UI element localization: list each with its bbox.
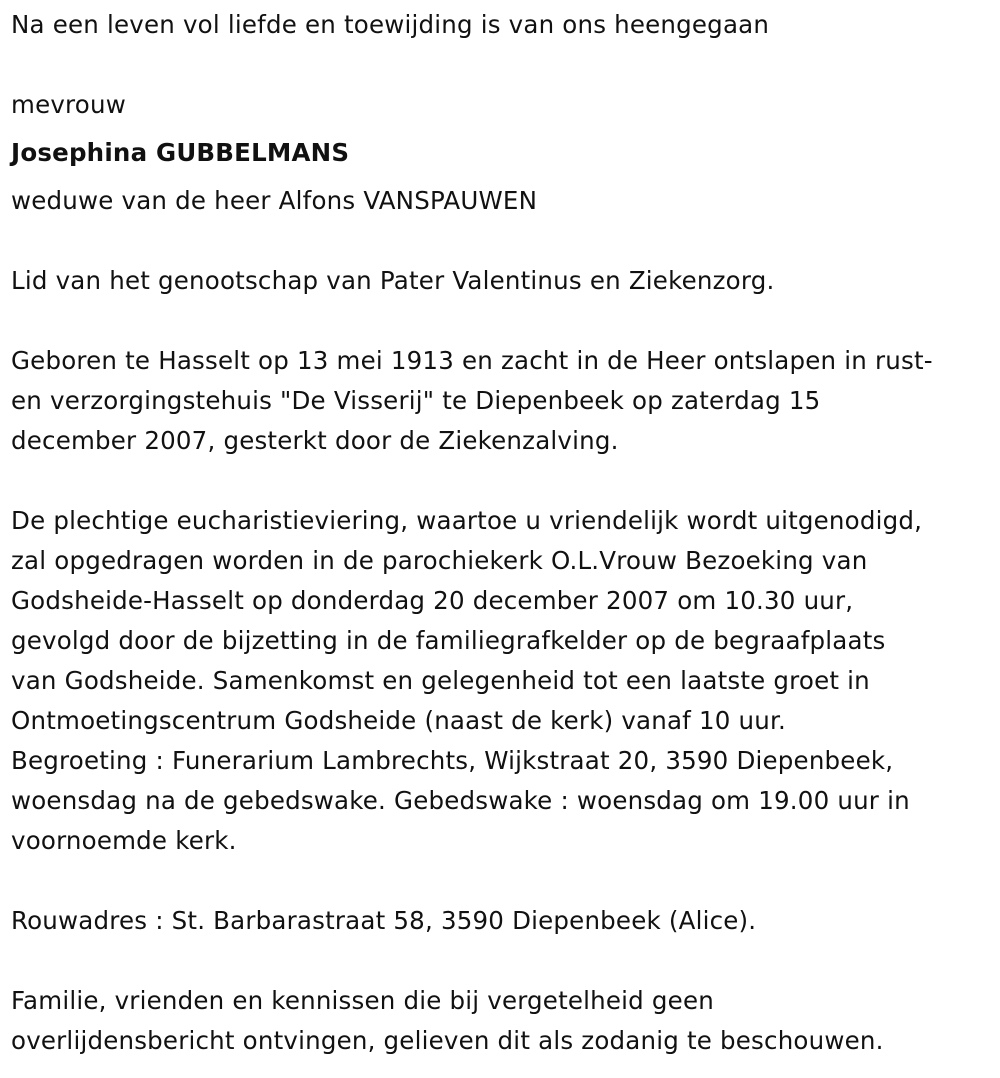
- ceremony-line-4: gevolgd door de bijzetting in de familiegrafkelder op de begraafplaats: [11, 626, 886, 655]
- ceremony-line-8: woensdag na de gebedswake. Gebedswake : woensdag om 19.00 uur in: [11, 786, 910, 815]
- intro-line: Na een leven vol liefde en toewijding is van ons heengegaan: [11, 10, 770, 39]
- ceremony-line-5: van Godsheide. Samenkomst en gelegenheid tot een laatste groet in: [11, 666, 870, 695]
- ceremony-line-1: De plechtige eucharistieviering, waartoe u vriendelijk wordt uitgenodigd,: [11, 506, 923, 535]
- ceremony-line-7: Begroeting : Funerarium Lambrechts, Wijkstraat 20, 3590 Diepenbeek,: [11, 746, 894, 775]
- membership-line: Lid van het genootschap van Pater Valentinus en Ziekenzorg.: [11, 266, 775, 295]
- title-prefix: mevrouw: [11, 90, 126, 119]
- closing-line-2: overlijdensbericht ontvingen, gelieven dit als zodanig te beschouwen.: [11, 1026, 884, 1055]
- ceremony-line-6: Ontmoetingscentrum Godsheide (naast de kerk) vanaf 10 uur.: [11, 706, 787, 735]
- birth-death-line-3: december 2007, gesterkt door de Ziekenzalving.: [11, 426, 619, 455]
- birth-death-line-1: Geboren te Hasselt op 13 mei 1913 en zacht in de Heer ontslapen in rust-: [11, 346, 933, 375]
- deceased-name: Josephina GUBBELMANS: [11, 138, 350, 167]
- ceremony-line-3: Godsheide-Hasselt op donderdag 20 december 2007 om 10.30 uur,: [11, 586, 854, 615]
- ceremony-line-9: voornoemde kerk.: [11, 826, 237, 855]
- address-line: Rouwadres : St. Barbarastraat 58, 3590 Diepenbeek (Alice).: [11, 906, 757, 935]
- spouse-line: weduwe van de heer Alfons VANSPAUWEN: [11, 186, 538, 215]
- birth-death-line-2: en verzorgingstehuis "De Visserij" te Diepenbeek op zaterdag 15: [11, 386, 821, 415]
- ceremony-line-2: zal opgedragen worden in de parochiekerk O.L.Vrouw Bezoeking van: [11, 546, 868, 575]
- closing-line-1: Familie, vrienden en kennissen die bij vergetelheid geen: [11, 986, 714, 1015]
